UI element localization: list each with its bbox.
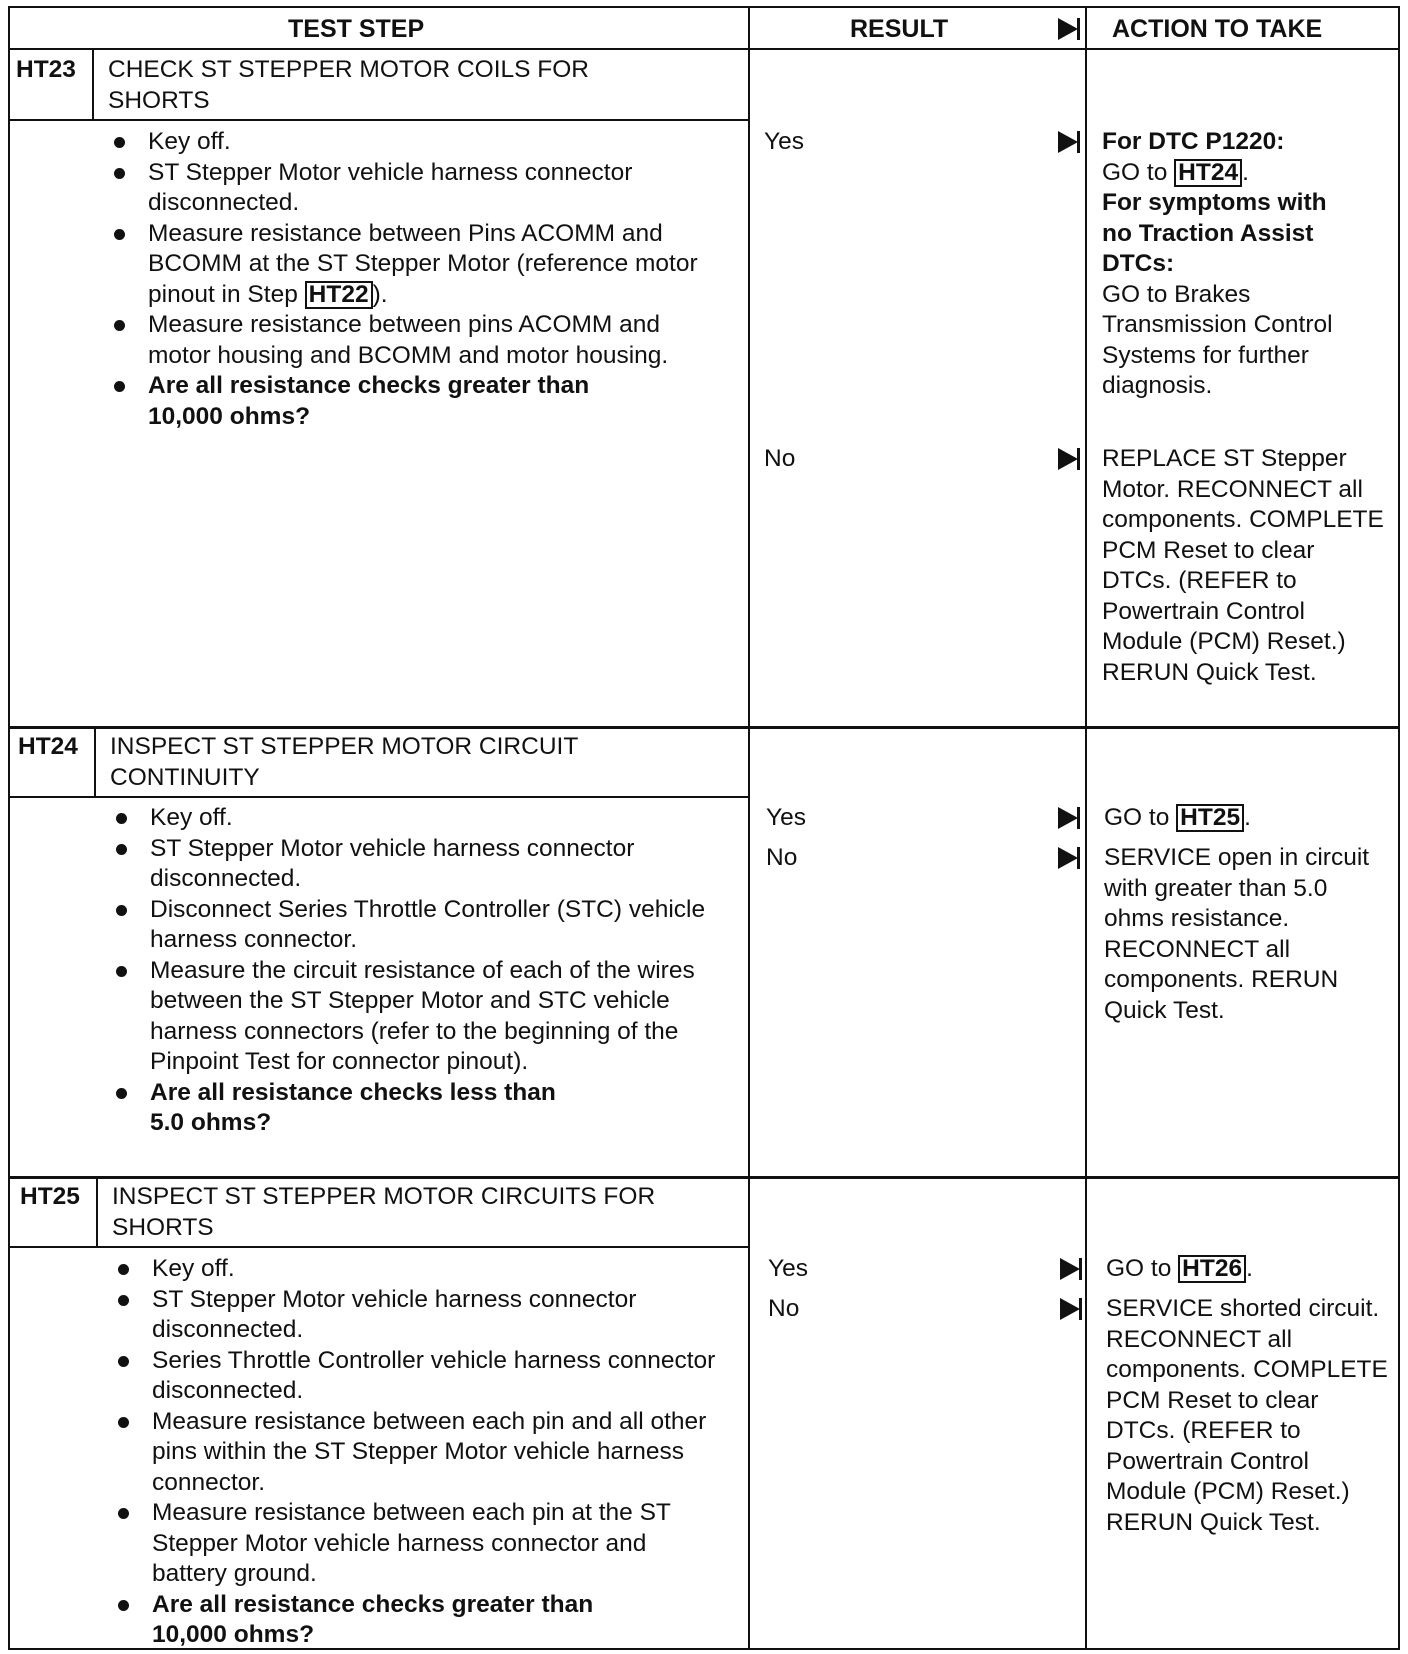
bullet-item: ST Stepper Motor vehicle harness connector disconnected.: [118, 1285, 718, 1346]
step-title-ht25: INSPECT ST STEPPER MOTOR CIRCUITS FOR SHORTS: [112, 1183, 656, 1241]
action-no-ht23: REPLACE ST Stepper Motor. RECONNECT all components. COMPLETE PCM Reset to clear DTCs. (REFER to Powertrain Control Module (PCM) Reset.) RERUN Quick Test.: [1102, 445, 1384, 686]
bullet-item: ST Stepper Motor vehicle harness connector disconnected.: [116, 834, 706, 895]
id-rule-ht23: [92, 48, 94, 120]
step-ref-link[interactable]: HT24: [1174, 159, 1242, 187]
action-line: For DTC P1220:: [1102, 128, 1285, 155]
bullet-item: Key off.: [116, 803, 706, 834]
header-arrow-icon: [1058, 18, 1078, 40]
result-no-ht24: No: [766, 844, 798, 871]
result-yes-ht24: Yes: [766, 804, 806, 831]
result-yes-ht23: Yes: [764, 128, 804, 155]
bullet-item: Measure resistance between each pin and all other pins within the ST Stepper Motor vehicle harness connector.: [118, 1407, 718, 1499]
result-yes-ht25: Yes: [768, 1255, 808, 1282]
bullet-text-tail: ).: [372, 280, 388, 308]
action-no-ht25: SERVICE shorted circuit. RECONNECT all components. COMPLETE PCM Reset to clear DTCs. (REFER to Powertrain Control Module (PCM) Reset.) RERUN Quick Test.: [1106, 1295, 1388, 1536]
table-right-border: [1398, 6, 1400, 1650]
step-ref-link[interactable]: HT25: [1176, 804, 1244, 832]
id-rule-ht25: [96, 1179, 98, 1247]
header-test-step: TEST STEP: [288, 15, 425, 43]
action-yes-ht25: [1106, 1254, 1396, 1285]
step-ref-link[interactable]: HT26: [1178, 1255, 1246, 1283]
table-top-border: [8, 6, 1400, 8]
result-arrow-icon: [1058, 448, 1078, 470]
header-bottom-rule: [8, 48, 1400, 50]
title-rule-ht24: [8, 796, 750, 798]
bullet-item: Measure the circuit resistance of each of the wires between the ST Stepper Motor and STC vehicle harness connectors (refer to the beginning of the Pinpoint Test for connector pinout).: [116, 956, 706, 1078]
bullet-question: Are all resistance checks greater than 10,000 ohms?: [118, 1590, 718, 1651]
bullet-question: Are all resistance checks less than 5.0 ohms?: [116, 1078, 706, 1139]
action-yes-ht23: [1102, 127, 1392, 402]
row-rule-ht25: [8, 1176, 1400, 1179]
bullet-item: Key off.: [118, 1254, 718, 1285]
bullet-item: ST Stepper Motor vehicle harness connector disconnected.: [114, 158, 704, 219]
action-line: For symptoms with no Traction Assist DTCs:: [1102, 189, 1327, 277]
result-no-ht23: No: [764, 445, 796, 472]
action-text: GO to: [1102, 158, 1168, 186]
step-id-ht24: HT24: [18, 733, 78, 760]
bullet-list-ht24: [116, 803, 706, 1139]
action-text: GO to: [1106, 1255, 1172, 1282]
title-rule-ht25: [8, 1246, 750, 1248]
step-title-ht24: INSPECT ST STEPPER MOTOR CIRCUIT CONTINUITY: [110, 733, 578, 791]
action-text: .: [1242, 158, 1249, 186]
action-line: [1102, 158, 1392, 189]
result-arrow-icon: [1060, 1258, 1080, 1280]
result-arrow-icon: [1058, 131, 1078, 153]
step-title-ht23: CHECK ST STEPPER MOTOR COILS FOR SHORTS: [108, 56, 590, 114]
action-text: .: [1244, 804, 1251, 831]
bullet-item: Disconnect Series Throttle Controller (STC) vehicle harness connector.: [116, 895, 706, 956]
column-rule-result: [748, 6, 750, 1650]
action-yes-ht24: [1104, 803, 1394, 834]
action-line: GO to Brakes Transmission Control Systems for further diagnosis.: [1102, 280, 1333, 399]
title-rule-ht23: [8, 119, 750, 121]
step-ref-link[interactable]: HT22: [305, 281, 373, 309]
bullet-item: [114, 219, 704, 311]
header-result: RESULT: [850, 15, 949, 43]
column-rule-action: [1085, 6, 1087, 1650]
bullet-list-ht23: [114, 127, 704, 432]
id-rule-ht24: [94, 729, 96, 797]
bullet-list-ht25: [118, 1254, 718, 1651]
step-id-ht25: HT25: [20, 1183, 80, 1210]
bullet-item: Measure resistance between each pin at the ST Stepper Motor vehicle harness connector and battery ground.: [118, 1498, 718, 1590]
action-text: .: [1246, 1255, 1253, 1282]
bullet-item: Measure resistance between pins ACOMM and motor housing and BCOMM and motor housing.: [114, 310, 704, 371]
bullet-item: Series Throttle Controller vehicle harness connector disconnected.: [118, 1346, 718, 1407]
bullet-question: Are all resistance checks greater than 10,000 ohms?: [114, 371, 704, 432]
header-action: ACTION TO TAKE: [1112, 15, 1323, 43]
result-arrow-icon: [1058, 847, 1078, 869]
action-text: GO to: [1104, 804, 1170, 831]
result-no-ht25: No: [768, 1295, 800, 1322]
row-rule-ht24: [8, 726, 1400, 729]
result-arrow-icon: [1058, 807, 1078, 829]
bullet-text: Measure resistance between Pins ACOMM and BCOMM at the ST Stepper Motor (reference motor pinout in Step: [148, 219, 698, 308]
result-arrow-icon: [1060, 1298, 1080, 1320]
table-left-border: [8, 6, 10, 1650]
bullet-item: Key off.: [114, 127, 704, 158]
action-no-ht24: SERVICE open in circuit with greater than 5.0 ohms resistance. RECONNECT all components. RERUN Quick Test.: [1104, 844, 1370, 1024]
step-id-ht23: HT23: [16, 56, 76, 83]
